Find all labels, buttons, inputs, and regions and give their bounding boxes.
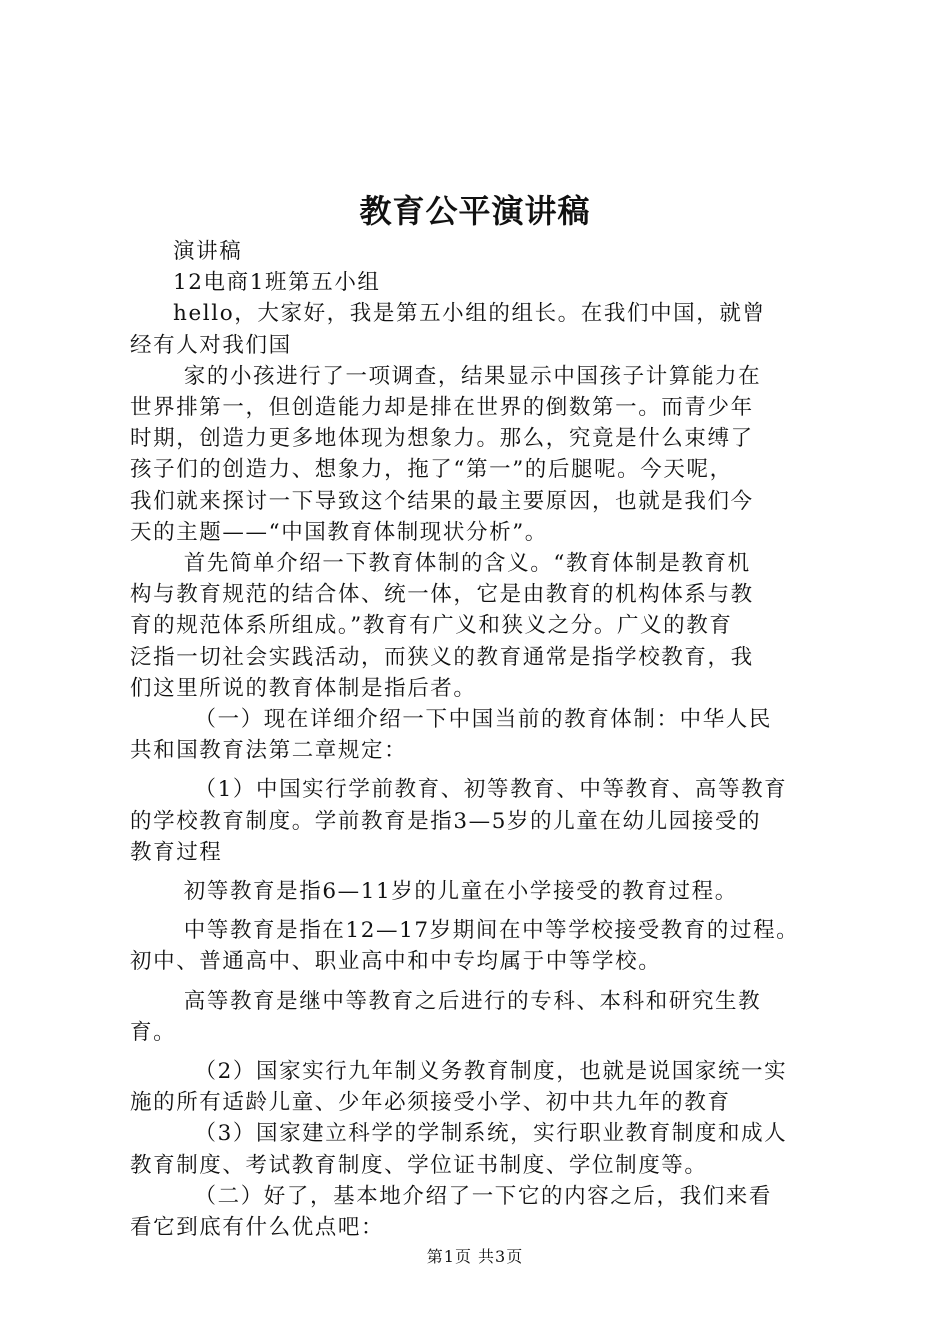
text-line: 教育过程: [130, 839, 223, 865]
text-line: 12电商1班第五小组: [173, 270, 381, 296]
text-line: 泛指一切社会实践活动，而狭义的教育通常是指学校教育，我: [130, 644, 754, 670]
text-line: 初中、普通高中、职业高中和中专均属于中等学校。: [130, 949, 662, 975]
text-line: hello，大家好，我是第五小组的组长。在我们中国，就曾: [173, 301, 766, 327]
text-line: 演讲稿: [173, 239, 243, 264]
text-line: 共和国教育法第二章规定：: [130, 738, 408, 764]
text-line: 育的规范体系所组成。”教育有广义和狭义之分。广义的教育: [130, 613, 733, 639]
text-line: （1）中国实行学前教育、初等教育、中等教育、高等教育: [194, 777, 788, 803]
document-title: 教育公平演讲稿: [359, 192, 591, 230]
text-line: 施的所有适龄儿童、少年必须接受小学、初中共九年的教育: [130, 1090, 731, 1116]
text-line: （一）现在详细介绍一下中国当前的教育体制：中华人民: [194, 707, 773, 733]
text-line: 初等教育是指6—11岁的儿童在小学接受的教育过程。: [183, 879, 738, 905]
document-body: [130, 236, 850, 1243]
text-line: 育。: [130, 1019, 177, 1045]
text-line: 构与教育规范的结合体、统一体，它是由教育的机构体系与教: [130, 582, 754, 608]
text-line: 我们就来探讨一下导致这个结果的最主要原因，也就是我们今: [130, 488, 754, 514]
text-line: 们这里所说的教育体制是指后者。: [130, 675, 477, 701]
text-line: 教育制度、考试教育制度、学位证书制度、学位制度等。: [130, 1152, 708, 1178]
text-line: 中等教育是指在12—17岁期间在中等学校接受教育的过程。: [183, 918, 800, 944]
text-line: 孩子们的创造力、想象力，拖了“第一”的后腿呢。今天呢，: [130, 457, 733, 483]
text-line: 的学校教育制度。学前教育是指3—5岁的儿童在幼儿园接受的: [130, 808, 762, 834]
text-line: 时期，创造力更多地体现为想象力。那么，究竟是什么束缚了: [130, 426, 754, 452]
text-line: （2）国家实行九年制义务教育制度，也就是说国家统一实: [194, 1059, 788, 1085]
text-line: 高等教育是继中等教育之后进行的专科、本科和研究生教: [183, 988, 762, 1014]
text-line: 家的小孩进行了一项调查，结果显示中国孩子计算能力在: [183, 363, 762, 389]
text-line: （二）好了，基本地介绍了一下它的内容之后，我们来看: [194, 1183, 773, 1209]
text-line: 天的主题——“中国教育体制现状分析”。: [130, 519, 548, 545]
text-line: （3）国家建立科学的学制系统，实行职业教育制度和成人: [194, 1121, 788, 1147]
text-line: 看它到底有什么优点吧：: [130, 1215, 385, 1241]
text-line: 首先简单介绍一下教育体制的含义。“教育体制是教育机: [183, 551, 751, 577]
text-line: 世界排第一，但创造能力却是排在世界的倒数第一。而青少年: [130, 395, 754, 421]
page-footer: 第1页 共3页: [426, 1247, 524, 1266]
text-line: 经有人对我们国: [130, 332, 292, 358]
